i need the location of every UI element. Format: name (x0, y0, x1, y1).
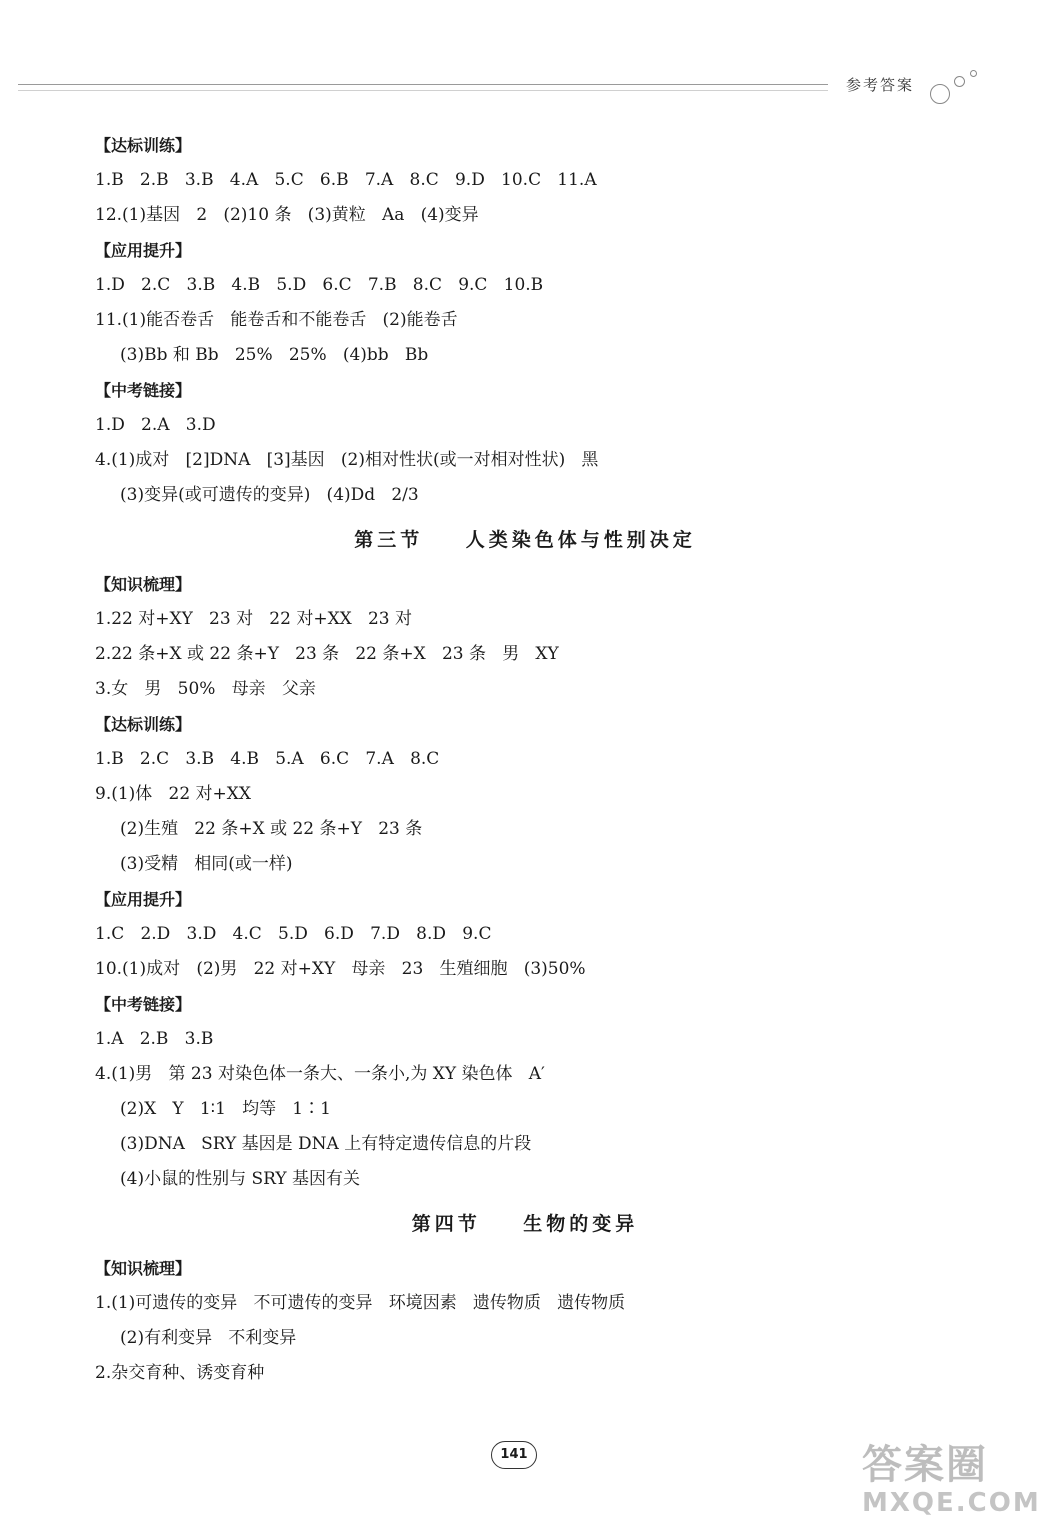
section-heading: 【应用提升】 (95, 890, 192, 909)
section-heading: 【应用提升】 (95, 241, 192, 260)
answer-line: (2)有利变异 不利变异 (120, 1328, 297, 1348)
answer-line: 2.杂交育种、诱变育种 (95, 1363, 265, 1383)
answer-line: 1.22 对+XY 23 对 22 对+XX 23 对 (95, 609, 413, 629)
section-heading: 【达标训练】 (95, 715, 192, 734)
section-title: 第三节 人类染色体与性别决定 (354, 529, 696, 551)
answer-line: 9.(1)体 22 对+XX (95, 784, 251, 804)
answer-line: 12.(1)基因 2 (2)10 条 (3)黄粒 Aa (4)变异 (95, 205, 479, 225)
header-rule (18, 84, 828, 85)
header-rule-secondary (18, 90, 828, 91)
answer-line: 1.D 2.A 3.D (95, 415, 216, 435)
bubbles-icon (930, 68, 990, 108)
answer-content (95, 128, 995, 1391)
section-title: 第四节 生物的变异 (411, 1213, 639, 1235)
watermark-logo (862, 1442, 1052, 1532)
header-label: 参考答案 (846, 76, 915, 94)
answer-line: (2)生殖 22 条+X 或 22 条+Y 23 条 (120, 819, 423, 839)
answer-line: 1.A 2.B 3.B (95, 1029, 214, 1049)
page-number: 141 (491, 1441, 537, 1469)
answer-line: 1.(1)可遗传的变异 不可遗传的变异 环境因素 遗传物质 遗传物质 (95, 1293, 626, 1313)
watermark-bottom: MXQE.COM (862, 1488, 1041, 1518)
answer-line: 3.女 男 50% 母亲 父亲 (95, 679, 316, 699)
answer-line: (3)DNA SRY 基因是 DNA 上有特定遗传信息的片段 (120, 1134, 532, 1154)
answer-line: 4.(1)男 第 23 对染色体一条大、一条小,为 XY 染色体 A′ (95, 1064, 545, 1084)
answer-line: (4)小鼠的性别与 SRY 基因有关 (120, 1169, 361, 1189)
answer-line: (3)Bb 和 Bb 25% 25% (4)bb Bb (120, 345, 429, 365)
answer-line: 1.B 2.C 3.B 4.B 5.A 6.C 7.A 8.C (95, 749, 440, 769)
answer-line: 2.22 条+X 或 22 条+Y 23 条 22 条+X 23 条 男 XY (95, 644, 559, 664)
answer-line: (3)变异(或可遗传的变异) (4)Dd 2/3 (120, 485, 419, 505)
answer-line: 11.(1)能否卷舌 能卷舌和不能卷舌 (2)能卷舌 (95, 310, 458, 330)
section-heading: 【中考链接】 (95, 995, 192, 1014)
section-heading: 【知识梳理】 (95, 1259, 192, 1278)
section-heading: 【中考链接】 (95, 381, 192, 400)
answer-line: 10.(1)成对 (2)男 22 对+XY 母亲 23 生殖细胞 (3)50% (95, 959, 586, 979)
answer-line: 1.C 2.D 3.D 4.C 5.D 6.D 7.D 8.D 9.C (95, 924, 492, 944)
answer-line: (2)X Y 1∶1 均等 1∶1 (120, 1099, 331, 1119)
answer-line: 1.D 2.C 3.B 4.B 5.D 6.C 7.B 8.C 9.C 10.B (95, 275, 544, 295)
answer-line: 1.B 2.B 3.B 4.A 5.C 6.B 7.A 8.C 9.D 10.C 11.A (95, 170, 597, 190)
answer-line: (3)受精 相同(或一样) (120, 854, 293, 874)
section-heading: 【知识梳理】 (95, 575, 192, 594)
watermark-top: 答案圈 (862, 1442, 988, 1488)
answer-line: 4.(1)成对 [2]DNA [3]基因 (2)相对性状(或一对相对性状) 黑 (95, 450, 599, 470)
section-heading: 【达标训练】 (95, 136, 192, 155)
